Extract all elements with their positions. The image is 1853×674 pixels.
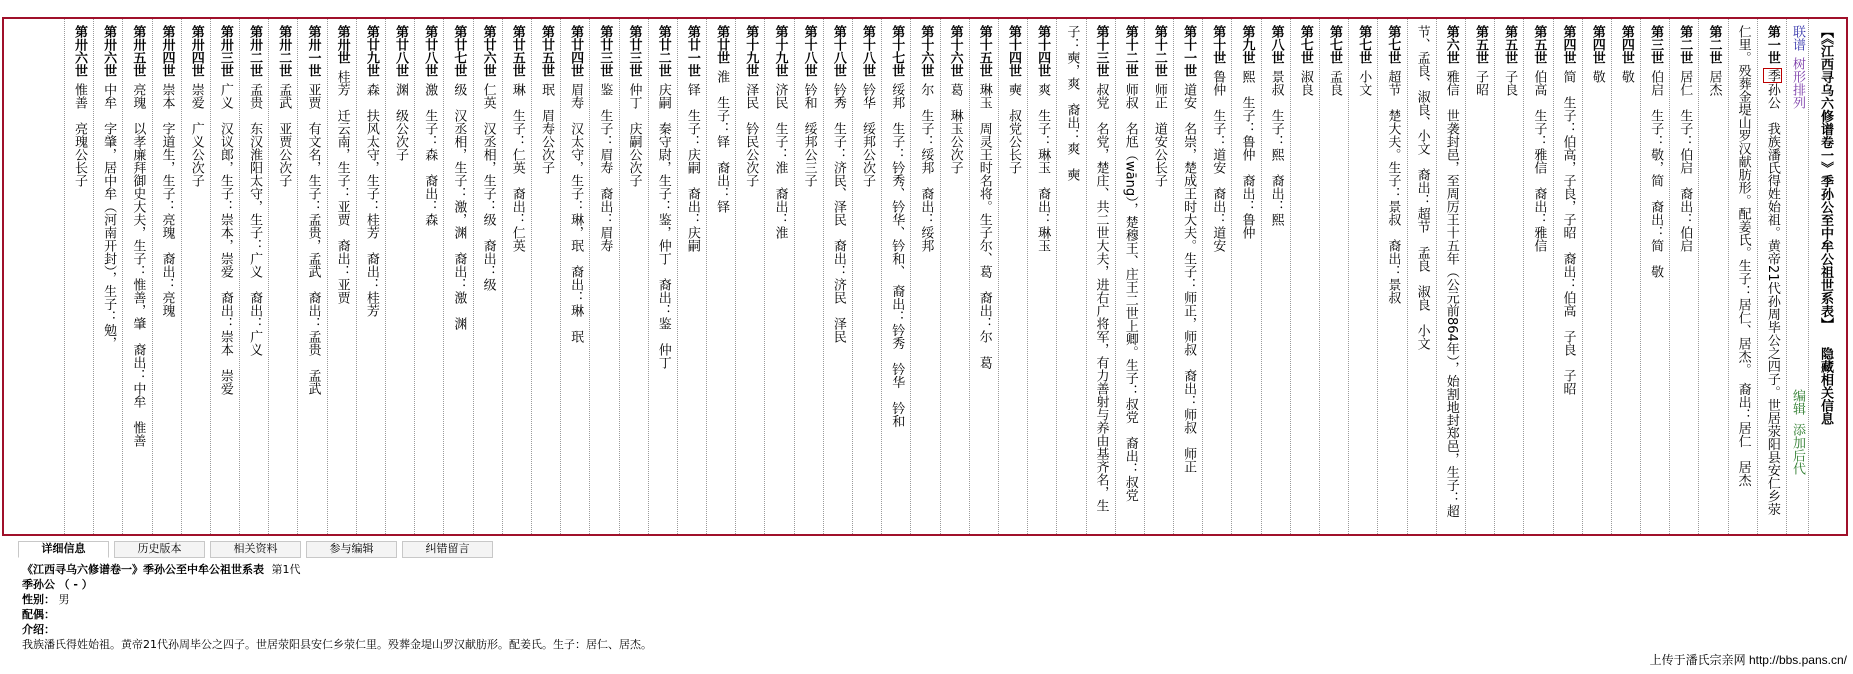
generation-label: 第八世	[1268, 25, 1284, 64]
generation-column	[473, 19, 502, 534]
generation-column	[969, 19, 998, 534]
person-entry[interactable]: 钤和 绥邦公三子	[801, 83, 817, 187]
generation-column	[1582, 19, 1611, 534]
generation-label: 第廿一世	[684, 25, 700, 77]
generation-label: 第七世	[1327, 25, 1342, 64]
edit-link[interactable]: 编辑	[1790, 389, 1805, 416]
generation-column	[152, 19, 181, 534]
person-entry[interactable]: 道安 名崇，楚成王时大夫。生子：师正，师叔 裔出：师叔 师正	[1181, 83, 1197, 473]
person-entry[interactable]: 琳 生子：仁英 裔出：仁英	[509, 83, 525, 252]
generation-column	[1261, 19, 1290, 534]
person-entry[interactable]: 子：奭，爽 裔出：爽 奭	[1064, 25, 1080, 181]
generation-column	[735, 19, 764, 534]
generation-column	[1728, 19, 1757, 534]
generation-columns	[64, 19, 1846, 534]
generation-column	[1319, 19, 1348, 534]
generation-column	[1056, 19, 1085, 534]
hide-info-link[interactable]: 隐藏相关信息	[1818, 347, 1833, 426]
generation-column	[327, 19, 356, 534]
person-entry[interactable]: 尔 生子：绥邦 裔出：绥邦	[918, 83, 934, 252]
generation-column	[1144, 19, 1173, 534]
person-entry[interactable]: 节、孟良、淑良、小文 裔出：超节 孟良 淑良 小文	[1414, 25, 1430, 350]
generation-label: 第二世	[1706, 25, 1722, 64]
person-entry[interactable]: 子昭	[1472, 70, 1488, 96]
footer-url[interactable]: http://bbs.pans.cn/	[1748, 653, 1847, 667]
lianpu-link[interactable]: 联谱	[1790, 25, 1805, 51]
intro-label: 介绍：	[22, 623, 55, 636]
generation-label: 第卅二世	[247, 25, 263, 77]
person-name: 季孙公	[22, 578, 55, 591]
add-descendant-link[interactable]: 添加后代	[1790, 423, 1805, 476]
generation-column	[1231, 19, 1260, 534]
generation-column	[823, 19, 852, 534]
detail-generation: 第1代	[271, 563, 301, 576]
person-entry[interactable]: 亮瑰 以孝廉拜御史大夫，生子：惟善，肇 裔出：中牟 惟善	[130, 83, 146, 447]
person-entry[interactable]: 伯启 生子：敬，简 裔出：简 敬	[1648, 70, 1664, 278]
generation-column	[1553, 19, 1582, 534]
generation-label: 第一世	[1764, 25, 1780, 64]
generation-column	[93, 19, 122, 534]
generation-label: 第卅五世	[130, 25, 146, 77]
person-entry[interactable]: 仲丁 庆嗣公次子	[626, 83, 642, 187]
person-entry[interactable]: 敬	[1618, 70, 1634, 83]
person-entry[interactable]: 伯高 生子：雅信 裔出：雅信	[1531, 70, 1547, 252]
generation-label: 第廿七世	[451, 25, 467, 77]
person-entry[interactable]: 仁英 汉丞相，生子：级 裔出：级	[480, 83, 496, 291]
generation-label: 第廿四世	[568, 25, 584, 77]
person-entry[interactable]: 敬	[1589, 70, 1605, 83]
generation-column	[502, 19, 531, 534]
generation-label: 第廿九世	[363, 25, 379, 77]
person-entry[interactable]: 钤秀 生子：济民、泽民 裔出：济民 泽民	[830, 83, 846, 343]
generation-column	[1698, 19, 1727, 534]
generation-label: 第十四世	[1035, 25, 1051, 77]
person-entry[interactable]: 淑良	[1297, 70, 1313, 96]
generation-label: 第七世	[1297, 25, 1313, 64]
generation-label: 第七世	[1356, 25, 1372, 64]
generation-column	[297, 19, 326, 534]
generation-label: 第十八世	[860, 25, 875, 77]
generation-label: 第十九世	[743, 25, 759, 77]
person-entry[interactable]: 级 汉丞相，生子：激，渊 裔出：激 渊	[451, 83, 467, 330]
generation-column	[998, 19, 1027, 534]
person-entry[interactable]: 爽 生子：琳玉 裔出：琳玉	[1035, 83, 1051, 252]
person-entry[interactable]: 景叔 生子：熙 裔出：熙	[1268, 70, 1284, 226]
person-entry[interactable]: 铎 生子：庆嗣 裔出：庆嗣	[684, 83, 700, 252]
generation-column	[443, 19, 472, 534]
person-entry[interactable]: 居杰	[1706, 70, 1722, 96]
person-entry[interactable]: 济民 生子：淮 裔出：淮	[772, 83, 788, 239]
generation-label: 第十四世	[1005, 25, 1021, 77]
person-entry[interactable]: 崇爱 广义公次子	[188, 83, 204, 187]
generation-column	[619, 19, 648, 534]
genealogy-table	[2, 17, 1848, 536]
generation-label: 第五世	[1531, 25, 1547, 64]
generation-column	[1290, 19, 1319, 534]
generation-label: 第十一世	[1181, 25, 1197, 77]
person-dates: （ - ）	[58, 578, 93, 591]
person-entry[interactable]: 超节 楚大夫。生子：景叔 裔出：景叔	[1385, 70, 1401, 304]
tab-details[interactable]: 详细信息	[18, 541, 109, 558]
generation-label: 第二世	[1677, 25, 1693, 64]
generation-column	[560, 19, 589, 534]
person-entry[interactable]: 渊 级公次子	[393, 83, 408, 161]
generation-column	[910, 19, 939, 534]
person-entry[interactable]: 桂芳 迁云南，生子：亚贾 裔出：亚贾	[334, 70, 350, 304]
generation-column	[1027, 19, 1056, 534]
person-entry[interactable]: 泽民 钤民公次子	[743, 83, 759, 187]
generation-label: 第十三世	[1093, 25, 1109, 77]
generation-label: 第十五世	[976, 25, 992, 77]
tab-feedback[interactable]: 纠错留言	[402, 541, 493, 558]
generation-label: 第卅六世	[101, 25, 117, 77]
generation-label: 第十九世	[772, 25, 788, 77]
table-title-column	[1808, 19, 1846, 534]
person-entry[interactable]: 孙公 我族潘氏得姓始祖。黄帝21代孙周毕公之四子。世居荥阳县安仁乡荥	[1764, 83, 1780, 516]
generation-column	[1669, 19, 1698, 534]
person-entry[interactable]: 小文	[1356, 70, 1372, 96]
person-entry[interactable]: 绥邦 生子：钤秀、钤华、钤和、 裔出：钤秀 钤华 钤和	[889, 83, 905, 428]
generation-label: 第十八世	[830, 25, 846, 77]
person-entry[interactable]: 琳玉 周灵王时名将。生子尔、葛 裔出：尔 葛	[976, 83, 992, 369]
generation-label: 第四世	[1589, 25, 1605, 64]
generation-label: 第四世	[1618, 25, 1634, 64]
generation-column	[1611, 19, 1640, 534]
person-entry[interactable]: 子良	[1502, 70, 1518, 96]
generation-column	[706, 19, 735, 534]
generation-label: 第七世	[1385, 25, 1401, 64]
generation-label: 第廿六世	[480, 25, 496, 77]
generation-column	[852, 19, 881, 534]
person-entry[interactable]: 崇本 字道生，生子：亮瑰 裔出：亮瑰	[159, 83, 175, 317]
person-entry[interactable]: 奭 叔党公长子	[1005, 83, 1021, 174]
generation-column	[677, 19, 706, 534]
generation-label: 第卅世	[334, 25, 350, 64]
person-entry[interactable]: 眉寿 汉太守，生子：琳，珉 裔出：琳 珉	[568, 83, 584, 343]
person-entry[interactable]: 孟良	[1327, 70, 1342, 96]
person-entry[interactable]: 惟善 亮瑰公长子	[71, 83, 87, 187]
generation-column	[1115, 19, 1144, 534]
generation-label: 第六世	[1443, 25, 1459, 64]
generation-label: 第十六世	[947, 25, 963, 77]
generation-column	[1436, 19, 1465, 534]
detail-panel	[22, 562, 1722, 652]
person-entry[interactable]: 叔党 名党，楚庄、共二世大夫，进右广将军，有力善射与养由基齐名，生	[1093, 83, 1109, 512]
generation-label: 第五世	[1472, 25, 1488, 64]
tab-related[interactable]: 相关资料	[210, 541, 301, 558]
tab-history[interactable]: 历史版本	[114, 541, 205, 558]
person-entry[interactable]: 中牟 字肇，居中牟（河南开封），生子：勉，	[101, 83, 117, 350]
generation-column	[1523, 19, 1552, 534]
person-entry[interactable]: 钤华 绥邦公次子	[860, 83, 875, 187]
person-entry[interactable]: 庆嗣 秦守尉，生子：鉴，仲丁 裔出：鉴 仲丁	[655, 83, 671, 369]
person-entry[interactable]: 鉴 生子：眉寿 裔出：眉寿	[597, 83, 613, 252]
person-entry[interactable]: 淮 生子：铎 裔出：铎	[714, 70, 730, 213]
person-entry[interactable]: 鲁仲 生子：道安 裔出：道安	[1210, 70, 1226, 252]
generation-column	[385, 19, 414, 534]
detail-heading: 《江西寻乌六修谱卷一》季孙公至中牟公祖世系表	[22, 563, 264, 576]
generation-column	[1757, 19, 1786, 534]
person-entry[interactable]: 亚贾 有文名，生子：孟贵，孟武 裔出：孟贵 孟武	[305, 83, 321, 395]
person-entry[interactable]: 孟贵 东汉淮阳太守，生子：广义 裔出：广义	[247, 83, 263, 356]
generation-column	[881, 19, 910, 534]
generation-column	[239, 19, 268, 534]
generation-column	[940, 19, 969, 534]
person-biography: 我族潘氏得姓始祖。黄帝21代孙周毕公之四子。世居荥阳县安仁乡荥仁里。殁葬金堤山罗汉献肪形。配姜氏。生子：居仁、居杰。	[22, 638, 652, 651]
generation-label: 第廿八世	[393, 25, 408, 77]
person-entry[interactable]: 熙 生子：鲁仲 裔出：鲁仲	[1239, 70, 1255, 239]
generation-column	[356, 19, 385, 534]
person-entry[interactable]: 森 扶风太守，生子：桂芳 裔出：桂芳	[363, 83, 379, 317]
footer	[1650, 651, 1847, 668]
generation-column	[1086, 19, 1115, 534]
generation-label: 第廿五世	[509, 25, 525, 77]
person-entry[interactable]: 葛 琳玉公次子	[947, 83, 963, 174]
generation-column	[1465, 19, 1494, 534]
generation-column	[1202, 19, 1231, 534]
generation-column	[589, 19, 618, 534]
table-title: 【《江西寻乌六修谱卷一》季孙公至中牟公祖世系表】	[1818, 25, 1833, 331]
generation-column	[414, 19, 443, 534]
person-entry[interactable]: 孟武 亚贾公次子	[276, 83, 292, 187]
person-entry[interactable]: 雅信 世袭封邑，至周厉王十五年（公元前864年），始割地封郑邑，生子：超	[1443, 70, 1459, 518]
generation-column	[531, 19, 560, 534]
generation-label: 第廿世	[714, 25, 730, 64]
tree-view-link[interactable]: 树形排列	[1790, 57, 1805, 110]
generation-label: 第十六世	[918, 25, 934, 77]
person-entry[interactable]: 广义 汉议郎，生子：崇本，崇爱 裔出：崇本 崇爱	[217, 83, 233, 395]
spouse-label: 配偶：	[22, 608, 55, 621]
person-entry[interactable]: 激 生子：森 裔出：森	[422, 83, 438, 226]
selected-person-marker[interactable]: 季	[1764, 69, 1780, 82]
generation-column	[181, 19, 210, 534]
gender-value: 男	[58, 593, 70, 606]
generation-label: 第十七世	[889, 25, 905, 77]
generation-label: 第廿三世	[626, 25, 642, 77]
generation-label: 第十八世	[801, 25, 817, 77]
generation-label: 第廿八世	[422, 25, 438, 77]
generation-column	[210, 19, 239, 534]
generation-column	[764, 19, 793, 534]
generation-column	[268, 19, 297, 534]
generation-label: 第四世	[1560, 25, 1576, 64]
generation-column	[1494, 19, 1523, 534]
generation-column	[122, 19, 151, 534]
generation-label: 第卅四世	[188, 25, 204, 77]
tab-edit[interactable]: 参与编辑	[306, 541, 397, 558]
person-entry[interactable]: 珉 眉寿公次子	[538, 83, 554, 174]
generation-label: 第廿二世	[655, 25, 671, 77]
person-entry[interactable]: 师正 道安公长子	[1151, 83, 1167, 187]
generation-label: 第三世	[1648, 25, 1664, 64]
generation-label: 第卅二世	[276, 25, 292, 77]
person-entry[interactable]: 简 生子：伯高，子良，子昭 裔出：伯高 子良 子昭	[1560, 70, 1576, 395]
generation-column	[1377, 19, 1406, 534]
generation-column	[1640, 19, 1669, 534]
generation-column	[64, 19, 93, 534]
generation-label: 第十二世	[1122, 25, 1138, 77]
generation-column	[648, 19, 677, 534]
generation-label: 第廿五世	[538, 25, 554, 77]
generation-label: 第卅三世	[217, 25, 233, 77]
generation-column	[1348, 19, 1377, 534]
generation-column	[794, 19, 823, 534]
generation-label: 第十二世	[1151, 25, 1167, 77]
links-column	[1786, 19, 1808, 534]
generation-label: 第十世	[1210, 25, 1226, 64]
person-entry[interactable]: 居仁 生子：伯启 裔出：伯启	[1677, 70, 1693, 252]
generation-label: 第卅一世	[305, 25, 321, 77]
tab-bar	[18, 541, 493, 559]
generation-label: 第卅四世	[159, 25, 175, 77]
generation-column	[1173, 19, 1202, 534]
person-entry[interactable]: 师叔 名尪（wāng），楚穆王、庄王二世上卿。生子：叔党 裔出：叔党	[1122, 83, 1138, 502]
person-entry[interactable]: 仁里。殁葬金堤山罗汉献肪形。配姜氏。生子：居仁、居杰。 裔出：居仁 居杰	[1735, 25, 1751, 487]
generation-label: 第廿三世	[597, 25, 613, 77]
generation-label: 第九世	[1239, 25, 1255, 64]
footer-text: 上传于潘氏宗亲网	[1649, 653, 1746, 667]
gender-label: 性别：	[22, 593, 55, 606]
generation-column	[1407, 19, 1436, 534]
generation-label: 第五世	[1502, 25, 1518, 64]
generation-label: 第卅六世	[71, 25, 87, 77]
